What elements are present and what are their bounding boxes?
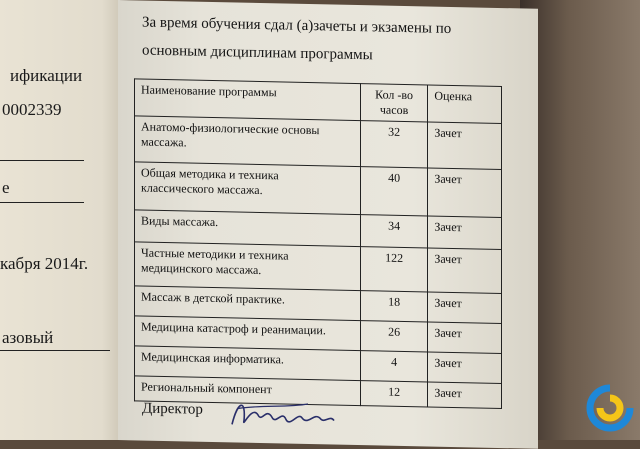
table-row [135, 162, 502, 218]
row-grade: Зачет [428, 248, 502, 294]
row-hours: 32 [360, 121, 427, 168]
row-name: Виды массажа. [135, 210, 361, 247]
certificate-page [118, 0, 538, 449]
watermark-logo [586, 384, 634, 432]
row-name: Региональный компонент [135, 376, 361, 406]
row-name: Массаж в детской практике. [135, 286, 361, 321]
director-signature [228, 394, 338, 436]
row-name: Анатомо-физиологические основы массажа. [135, 116, 361, 167]
header-grade: Оценка [428, 85, 502, 124]
heading-line-1: За время обучения сдал (а)зачеты и экзамены по [142, 14, 452, 37]
row-name: Общая методика и техника классического массажа. [135, 162, 361, 215]
left-page-rule [0, 202, 84, 203]
table-row [135, 116, 502, 170]
row-hours: 26 [360, 321, 427, 352]
row-name: Частные методики и техника медицинского массажа. [135, 242, 361, 291]
row-grade: Зачет [428, 122, 502, 170]
row-hours: 12 [360, 381, 427, 407]
row-name: Медицинская информатика. [135, 346, 361, 381]
left-page-rule [0, 160, 84, 161]
left-page-line-3: е [2, 178, 10, 197]
row-grade: Зачет [428, 382, 502, 409]
row-name: Медицина катастроф и реанимации. [135, 316, 361, 351]
heading-line-2: основным дисциплинам программы [142, 42, 373, 64]
row-hours: 4 [360, 351, 427, 382]
left-page-line-4: кабря 2014г. [0, 254, 89, 273]
row-hours: 122 [360, 247, 427, 292]
director-label: Директор [142, 400, 203, 418]
row-hours: 18 [360, 291, 427, 322]
row-grade: Зачет [428, 216, 502, 250]
row-hours: 34 [360, 215, 427, 248]
left-page [0, 0, 120, 440]
row-grade: Зачет [428, 168, 502, 218]
row-hours: 40 [360, 167, 427, 216]
table-row [135, 242, 502, 294]
row-grade: Зачет [428, 292, 502, 324]
left-page-rule [0, 350, 110, 351]
disciplines-table [134, 78, 502, 409]
row-grade: Зачет [428, 322, 502, 354]
background-desk [520, 0, 640, 440]
header-hours: Кол -во часов [360, 84, 427, 122]
header-name: Наименование программы [135, 79, 361, 121]
left-page-line-5: азовый [2, 328, 54, 347]
row-grade: Зачет [428, 352, 502, 384]
left-page-line-1: ификации [10, 66, 83, 85]
left-page-line-2: 0002339 [2, 100, 62, 119]
